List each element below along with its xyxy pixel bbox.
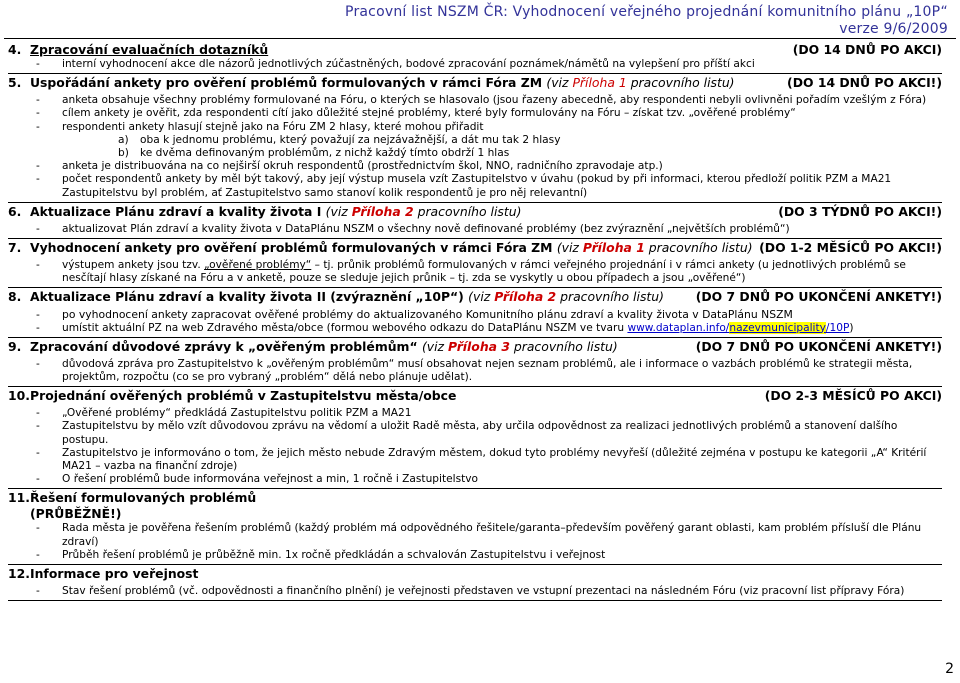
item-text-part: výstupem ankety jsou tzv. [62, 259, 205, 272]
section-7-heading [8, 240, 942, 256]
list-item [8, 549, 942, 562]
sub-item-text: ke dvěma definovaným problémům, z nichž každý tímto obdrží 1 hlas [140, 147, 510, 160]
list-item [8, 160, 942, 173]
section-deadline: (DO 7 DNŮ PO UKONČENÍ ANKETY!) [695, 338, 942, 354]
dash-bullet: - [36, 107, 40, 120]
dash-bullet: - [36, 446, 40, 459]
section-divider [8, 488, 942, 489]
document-body [8, 42, 942, 602]
section-ref-appendix: Příloha 3 [448, 338, 510, 354]
item-text: „Ověřené problémy“ předkládá Zastupitelstvu politik PZM a MA21 [62, 407, 412, 420]
dash-bullet: - [36, 259, 40, 272]
dash-bullet: - [36, 321, 40, 334]
list-item [8, 358, 942, 384]
section-11-heading [8, 490, 942, 506]
dash-bullet: - [36, 120, 40, 133]
list-item [8, 473, 942, 486]
item-text: důvodová zpráva pro Zastupitelstvo k „ověřeným problémům“ musí obsahovat nejen seznam problémů, ale i informace o vazbách problémů ke strategii města, projektům, rozpočtu (co se pro vybraný „problém“ dělá nebo plánuje udělat). [62, 357, 913, 384]
section-ref-pre: (viz [468, 289, 495, 305]
section-divider [8, 73, 942, 74]
section-title: Aktualizace Plánu zdraví a kvality života I [30, 203, 322, 219]
section-number: 11. [8, 490, 30, 506]
dash-bullet: - [36, 222, 40, 235]
sub-item [8, 147, 942, 160]
section-deadline: (DO 2-3 MĚSÍCŮ PO AKCI) [764, 388, 942, 404]
header-title: Pracovní list NSZM ČR: Vyhodnocení veřejného projednání komunitního plánu „10P“ [345, 4, 948, 20]
page-number: 2 [945, 661, 954, 677]
list-item [8, 121, 942, 134]
item-text: aktualizovat Plán zdraví a kvality života v DataPlánu NSZM o všechny nově definované problémy (bez zvýraznění „největších problémů“) [62, 222, 790, 235]
item-text: anketa je distribuována na co nejširší okruh respondentů (prostřednictvím škol, NNO, radničního zpravodaje atp.) [62, 160, 663, 173]
section-ref-appendix: Příloha 1 [582, 240, 645, 256]
section-ref-post: pracovního listu) [509, 338, 618, 354]
section-4-heading [8, 42, 942, 58]
section-number: 12. [8, 566, 30, 582]
dataplan-link[interactable]: www.dataplan.info/ [627, 321, 730, 334]
dash-bullet: - [36, 160, 40, 173]
section-ref-pre: (viz [556, 240, 583, 256]
list-item [8, 259, 942, 285]
item-text: Rada města je pověřena řešením problémů (každý problém má odpovědného řešitele/garanta–především pověřený garant oblasti, kam problém přísluší dle Plánu zdraví) [62, 522, 922, 548]
dash-bullet: - [36, 548, 40, 561]
item-text [62, 259, 942, 285]
section-title: Uspořádání ankety pro ověření problémů formulovaných v rámci Fóra ZM [30, 75, 543, 91]
section-number: 6. [8, 203, 22, 219]
section-ref-post: pracovního listu) [413, 203, 522, 219]
section-8-heading [8, 289, 942, 305]
list-item [8, 522, 942, 548]
dash-bullet: - [36, 58, 40, 70]
section-title: Zpracování evaluačních dotazníků [30, 42, 269, 57]
dash-bullet: - [36, 420, 40, 433]
list-item [8, 420, 942, 446]
section-ref-pre: (viz [421, 338, 448, 354]
item-text-part: – tj. průnik problémů formulovaných v rámci veřejného projednání i v rámci ankety (u jednotlivých problémů se nesčítají hlasy získané na Fóru a v anketě, pouze se sleduje jejich průnik – tj. zda se vyskytly u obou případech a jsou „ověřené“) [62, 259, 906, 285]
section-ref-appendix: Příloha 2 [351, 203, 414, 219]
section-deadline: (DO 3 TÝDNŮ PO AKCI!) [778, 203, 942, 219]
section-divider [8, 564, 942, 565]
section-9-heading [8, 339, 942, 355]
item-text: po vyhodnocení ankety zapracovat ověřené problémy do aktualizovaného Komunitního plánu zdraví a kvality života v DataPlánu NSZM [62, 308, 793, 322]
section-title: Aktualizace Plánu zdraví a kvality života II (zvýraznění „10P“) [30, 289, 464, 305]
section-deadline: (DO 14 DNŮ PO AKCI!) [787, 75, 942, 91]
item-text: Průběh řešení problémů je průběžně min. 1x ročně předkládán a schvalován Zastupitelstvu i veřejnost [62, 548, 606, 561]
section-10-heading [8, 388, 942, 404]
section-number: 7. [8, 240, 22, 256]
item-text-underlined: „ověřené problémy“ [204, 259, 312, 272]
item-text: Zastupitelstvo je informováno o tom, že jejich město nebude Zdravým městem, dokud tyto problémy nevyřeší (důležité zejména v postupu ke kategorii „A“ Kritérií MA21 – vazba na finanční zdroje) [62, 446, 927, 473]
item-text: cílem ankety je ověřit, zda respondenti cítí jako důležité stejné problémy, které byly formulovány na Fóru – získat tzv. „ověřené problémy“ [62, 107, 796, 120]
sub-item-text: oba k jednomu problému, který považují za nejzávažnější, a dát mu tak 2 hlasy [140, 133, 561, 146]
section-12-heading [8, 566, 942, 582]
header-version: verze 9/6/2009 [839, 21, 948, 37]
item-text: anketa obsahuje všechny problémy formulované na Fóru, o kterých se hlasovalo (jsou řazeny abecedně, aby respondenti nebyli ovlivněni pořadím vzešlým z Fóra) [62, 94, 927, 107]
list-item [8, 308, 942, 321]
sub-item [8, 134, 942, 147]
section-ref-post: pracovního listu) [644, 240, 753, 256]
section-deadline: (DO 1-2 MĚSÍCŮ PO AKCI!) [759, 240, 942, 256]
section-deadline: (DO 14 DNŮ PO AKCI) [792, 42, 942, 57]
item-text-part: ) [849, 321, 854, 334]
section-number: 10. [8, 388, 30, 404]
section-ref-post: pracovního listu) [626, 75, 735, 91]
list-item [8, 223, 942, 236]
item-text: Stav řešení problémů (vč. odpovědnosti a finančního plnění) je veřejnosti představen ve vstupní prezentaci na následném Fóru (viz pracovní list přípravy Fóra) [62, 585, 905, 598]
page-header [345, 4, 948, 38]
dash-bullet: - [36, 585, 40, 598]
section-title: Řešení formulovaných problémů [30, 490, 257, 506]
dash-bullet: - [36, 473, 40, 486]
item-text: O řešení problémů bude informována veřejnost a min, 1 ročně i Zastupitelstvo [62, 473, 479, 486]
section-6-heading [8, 204, 942, 220]
section-number: 9. [8, 338, 22, 354]
section-title: Zpracování důvodové zprávy k „ověřeným problémům“ [30, 338, 418, 354]
list-item [8, 447, 942, 473]
section-title: Projednání ověřených problémů v Zastupitelstvu města/obce [30, 388, 457, 404]
section-number: 5. [8, 75, 22, 91]
section-title: Informace pro veřejnost [30, 566, 199, 582]
section-number: 4. [8, 42, 22, 57]
item-text: respondenti ankety hlasují stejně jako na Fóru ZM 2 hlasy, které mohou přiřadit [62, 120, 484, 133]
sub-item-label: b) [118, 147, 129, 160]
item-text: interní vyhodnocení akce dle názorů jednotlivých zúčastněných, bodové zpracování poznámek/námětů na vylepšení pro příští akci [62, 58, 755, 70]
dash-bullet: - [36, 407, 40, 420]
section-5-heading [8, 75, 942, 91]
dash-bullet: - [36, 357, 40, 370]
section-deadline: (DO 7 DNŮ PO UKONČENÍ ANKETY!) [695, 289, 942, 305]
section-divider [8, 337, 942, 338]
section-title: Vyhodnocení ankety pro ověření problémů formulovaných v rámci Fóra ZM [30, 240, 553, 256]
section-11-subheading [8, 506, 942, 522]
header-rule [4, 38, 956, 39]
dataplan-link-highlight[interactable]: nazevmunicipality [729, 321, 826, 334]
list-item [8, 585, 942, 598]
section-title-2: (PRŮBĚŽNĚ!) [30, 506, 122, 522]
section-ref-appendix: Příloha 2 [494, 289, 557, 305]
section-divider [8, 238, 942, 239]
item-text: počet respondentů ankety by měl být takový, aby její výstup musela vzít Zastupitelstvo v úvahu (pokud by při informaci, kterou předloží politik PZM a MA21 Zastupitelstvu byl problém, ať Zastupitelstvo samo stanoví kolik respondentů je pro něj relevantní) [62, 173, 892, 199]
item-text-part: umístit aktuální PZ na web Zdravého města/obce (formou webového odkazu do DataPlánu NSZM ve tvaru [62, 321, 628, 334]
section-ref-pre: (viz [546, 75, 573, 91]
item-text [62, 322, 942, 335]
list-item [8, 173, 942, 199]
dash-bullet: - [36, 522, 40, 535]
dash-bullet: - [36, 173, 40, 186]
list-item [8, 94, 942, 107]
list-item [8, 107, 942, 120]
section-divider [8, 202, 942, 203]
list-item [8, 407, 942, 420]
dash-bullet: - [36, 94, 40, 107]
section-ref-post: pracovního listu) [556, 289, 664, 305]
section-divider [8, 386, 942, 387]
list-item [8, 58, 942, 71]
section-divider [8, 287, 942, 288]
section-number: 8. [8, 289, 22, 305]
section-ref-appendix: Příloha 1 [572, 75, 627, 91]
dash-bullet: - [36, 308, 40, 322]
section-divider [8, 600, 942, 601]
item-text: Zastupitelstvu by mělo vzít důvodovou zprávu na vědomí a uložit Radě města, aby určila odpovědnost za realizaci jednotlivých problémů a stanovení dalšího postupu. [62, 420, 898, 446]
sub-item-label: a) [118, 133, 129, 146]
section-ref-pre: (viz [325, 203, 352, 219]
dataplan-link-suffix[interactable]: /10P [825, 321, 850, 334]
list-item [8, 322, 942, 335]
